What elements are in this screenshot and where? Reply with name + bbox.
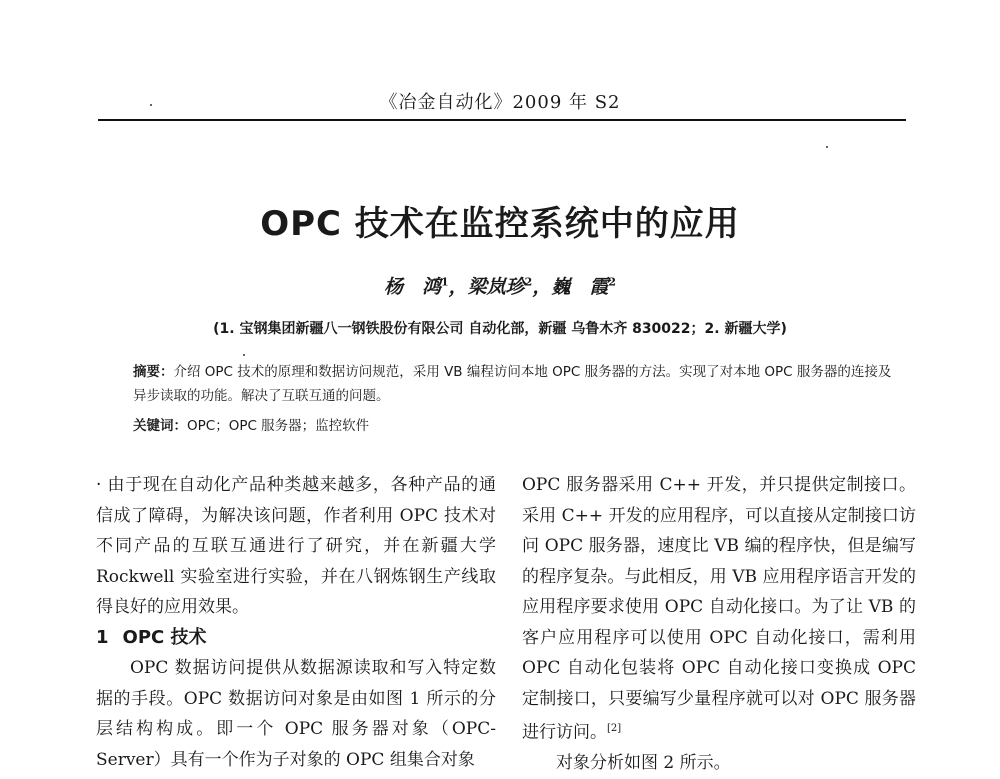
header-rule [98, 119, 906, 121]
author-name: 杨 鸿 [383, 276, 441, 298]
section-heading [96, 623, 496, 654]
scan-speck [150, 104, 152, 106]
abstract-label: 摘要： [133, 364, 174, 380]
author-name: 梁岚珍 [467, 276, 525, 298]
author-separator: ， [532, 276, 552, 298]
journal-header: 《冶金自动化》2009 年 S2 [379, 92, 621, 113]
body-paragraph [522, 470, 916, 748]
left-column [96, 470, 496, 775]
abstract-text: 介绍 OPC 技术的原理和数据访问规范，采用 VB 编程访问本地 OPC 服务器的方法。实现了对本地 OPC 服务器的连接及异步读取的功能。解决了互联互通的问题。 [133, 364, 892, 404]
intro-paragraph: · 由于现在自动化产品种类越来越多，各种产品的通信成了障碍，为解决该问题，作者利用 OPC 技术对不同产品的互联互通进行了研究，并在新疆大学 Rockwell 实验室进行实验，并在八钢炼钢生产线取得良好的应用效果。 [96, 475, 496, 617]
body-paragraph: 对象分析如图 2 所示。 [556, 753, 731, 774]
abstract [133, 360, 893, 408]
section-title: OPC 技术 [122, 626, 207, 648]
affiliation: (1. 宝钢集团新疆八一钢铁股份有限公司 自动化部，新疆 乌鲁木齐 830022；2. 新疆大学) [213, 321, 787, 337]
right-column [522, 470, 916, 779]
section-paragraph: OPC 数据访问提供从数据源读取和写入特定数据的手段。OPC 数据访问对象是由如图 1 所示的分层结构构成。即一个 OPC 服务器对象（OPC-Server）具有一个作为子对象的 OPC 组集合对象 [96, 658, 496, 770]
keywords-label: 关键词： [133, 418, 187, 434]
author-name: 巍 霞 [551, 276, 609, 298]
author-affiliation-mark: 2 [524, 275, 533, 289]
author-affiliation-mark: 2 [608, 275, 617, 289]
keywords [133, 414, 893, 434]
citation-mark: [2] [607, 723, 622, 734]
scan-speck [826, 146, 828, 148]
author-separator: ， [448, 276, 468, 298]
paper-title: OPC 技术在监控系统中的应用 [260, 204, 740, 244]
body-paragraph-text: OPC 服务器采用 C++ 开发，并只提供定制接口。采用 C++ 开发的应用程序，可以直接从定制接口访问 OPC 服务器，速度比 VB 编的程序快，但是编写的程序复杂。与此相反，用 VB 应用程序语言开发的应用程序要求使用 OPC 自动化接口。为了让 VB 的客户应用程序可以使用 OPC 自动化接口，需利用 OPC 自动化包装将 OPC 自动化接口变换成 OPC 定制接口，只要编写少量程序就可以对 OPC 服务器进行访问。 [522, 475, 916, 743]
author-list [0, 272, 1000, 299]
scan-speck [243, 354, 245, 356]
section-number: 1 [96, 626, 109, 648]
author-affiliation-mark: 1 [440, 275, 449, 289]
keywords-text: OPC；OPC 服务器；监控软件 [187, 418, 370, 434]
